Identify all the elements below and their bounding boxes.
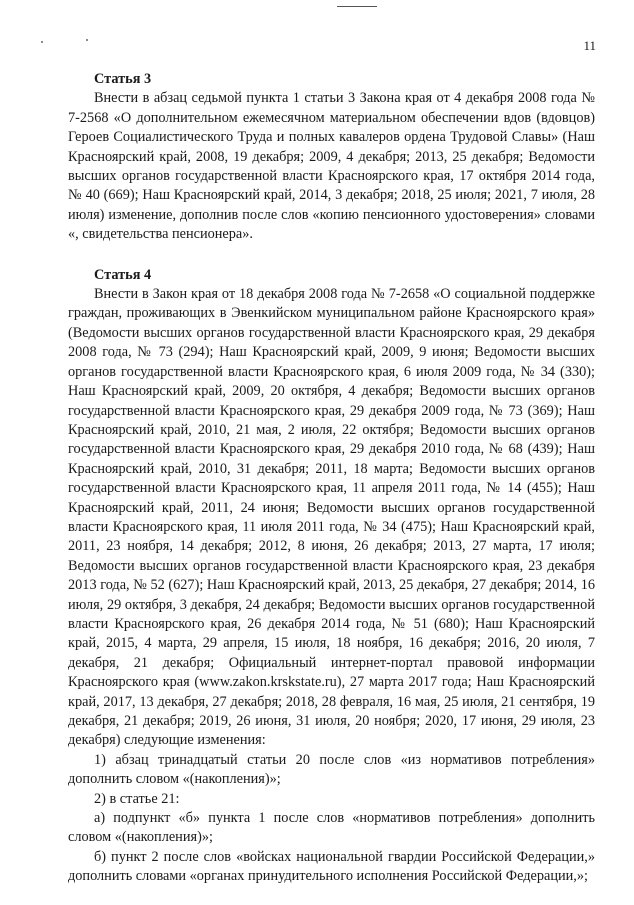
page-number: 11 (583, 38, 596, 53)
article-4-intro: Внести в Закон края от 18 декабря 2008 года № 7-2658 «О социальной поддержке граждан, проживающих в Эвенкийском муниципальном районе Красноярского края» (Ведомости высших органов государственной власти Красноярского края, 29 декабря 2008 года, № 73 (294); Наш Красноярский край, 2009, 9 июня; Ведомости высших органов государственной власти Красноярского края, 6 июля 2009 года, № 34 (330); Наш Красноярский край, 2009, 20 октября, 4 декабря; Ведомости высших органов государственной власти Красноярского края, 29 декабря 2009 года, № 73 (369); Наш Красноярский край, 2010, 21 мая, 2 июля, 22 октября; Ведомости высших органов государственной власти Красноярского края, 29 декабря 2010 года, № 68 (439); Наш Красноярский край, 2010, 31 декабря; 2011, 18 марта; Ведомости высших органов государственной власти Красноярского края, 11 апреля 2011 года, № 14 (455); Наш Красноярский край, 2011, 24 июня; Ведомости высших органов государственной власти Красноярского края, 11 июля 2011 года, № 34 (475); Наш Красноярский край, 2011, 23 ноября, 14 декабря; 2012, 8 июня, 26 декабря; 2013, 27 марта, 17 июля; Ведомости высших органов государственной власти Красноярского края, 23 декабря 2013 года, № 52 (627); Наш Красноярский край, 2013, 25 декабря, 27 декабря; 2014, 16 июля, 29 октября, 3 декабря, 24 декабря; Ведомости высших органов государственной власти Красноярского края, 26 декабря 2014 года, № 51 (680); Наш Красноярский край, 2015, 4 марта, 29 апреля, 15 июля, 18 ноября, 16 декабря; 2016, 20 июля, 7 декабря, 21 декабря; Официальный интернет-портал правовой информации Красноярского края (www.zakon.krskstate.ru), 27 марта 2017 года; Наш Красноярский край, 2017, 13 декабря, 27 декабря; 2018, 28 февраля, 16 мая, 25 июля, 21 сентября, 19 декабря, 21 декабря; 2019, 26 июня, 31 июля, 20 ноября; 2020, 17 июня, 29 июля, 23 декабря) следующие изменения: (68, 286, 595, 749)
article-4-item-2: 2) в статье 21: (94, 790, 180, 807)
article-4-item-2a: а) подпункт «б» пункта 1 после слов «нормативов потребления» дополнить словом «(накопления)»; (68, 810, 595, 846)
article-3-heading: Статья 3 (94, 71, 152, 87)
article-4-item-1: 1) абзац тринадцатый статьи 20 после слов «из нормативов потребления» дополнить словом «(накопления)»; (68, 751, 595, 788)
scan-speck (41, 41, 43, 43)
scan-speck (86, 39, 88, 41)
document-body (68, 70, 595, 887)
section-gap (68, 245, 595, 266)
article-4-item-2b: б) пункт 2 после слов «войсках национальной гвардии Российской Федерации,» дополнить словами «органах принудительного исполнения Российской Федерации,»; (68, 848, 595, 885)
top-scan-line (337, 6, 377, 7)
article-4-heading: Статья 4 (94, 266, 152, 283)
article-3-text: Внести в абзац седьмой пункта 1 статьи 3 Закона края от 4 декабря 2008 года № 7-2568 «О дополнительном ежемесячном материальном обеспечении вдов (вдовцов) Героев Социалистического Труда и полных кавалеров ордена Трудовой Славы» (Наш Красноярский край, 2008, 19 декабря; 2009, 4 декабря; 2013, 25 декабря; Ведомости высших органов государственной власти Красноярского края, 17 октября 2014 года, № 40 (669); Наш Красноярский край, 2014, 3 декабря; 2018, 25 июля; 2021, 7 июля, 28 июля) изменение, дополнив после слов «копию пенсионного удостоверения» словами «, свидетельства пенсионера». (68, 90, 595, 243)
